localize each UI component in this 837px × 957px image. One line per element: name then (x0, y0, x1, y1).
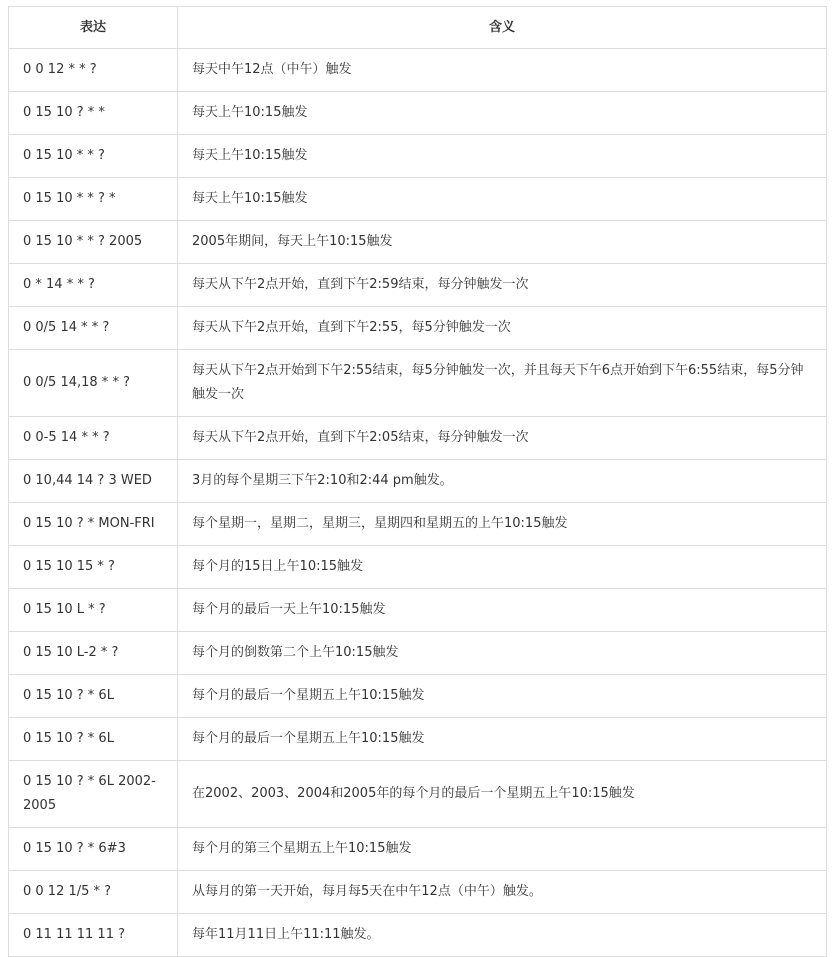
meaning-cell: 每天从下午2点开始到下午2:55结束，每5分钟触发一次，并且每天下午6点开始到下午6:55结束，每5分钟触发一次 (178, 350, 827, 417)
meaning-cell: 每个月的倒数第二个上午10:15触发 (178, 632, 827, 675)
expression-cell: 0 0 12 1/5 * ? (9, 871, 178, 914)
table-row (9, 135, 827, 178)
table-row (9, 49, 827, 92)
meaning-cell: 每个月的最后一个星期五上午10:15触发 (178, 675, 827, 718)
table-row (9, 350, 827, 417)
expression-cell: 0 10,44 14 ? 3 WED (9, 460, 178, 503)
table-row (9, 828, 827, 871)
expression-cell: 0 0/5 14,18 * * ? (9, 350, 178, 417)
table-row (9, 221, 827, 264)
table-row (9, 503, 827, 546)
meaning-cell: 在2002、2003、2004和2005年的每个月的最后一个星期五上午10:15触发 (178, 761, 827, 828)
meaning-cell: 每年11月11日上午11:11触发。 (178, 914, 827, 957)
expression-cell: 0 15 10 * * ? * (9, 178, 178, 221)
meaning-cell: 每个月的最后一个星期五上午10:15触发 (178, 718, 827, 761)
table-row (9, 761, 827, 828)
meaning-cell: 每天从下午2点开始，直到下午2:05结束，每分钟触发一次 (178, 417, 827, 460)
meaning-cell: 每天从下午2点开始，直到下午2:55，每5分钟触发一次 (178, 307, 827, 350)
expression-cell: 0 15 10 L * ? (9, 589, 178, 632)
expression-cell: 0 15 10 ? * 6#3 (9, 828, 178, 871)
table-row (9, 417, 827, 460)
meaning-cell: 每天上午10:15触发 (178, 178, 827, 221)
table-row (9, 307, 827, 350)
expression-cell: 0 15 10 * * ? 2005 (9, 221, 178, 264)
expression-cell: 0 15 10 * * ? (9, 135, 178, 178)
expression-cell: 0 15 10 ? * MON-FRI (9, 503, 178, 546)
table-header-row (9, 7, 827, 49)
table-row (9, 914, 827, 957)
expression-cell: 0 0/5 14 * * ? (9, 307, 178, 350)
cron-table-container (8, 6, 826, 957)
meaning-cell: 每天上午10:15触发 (178, 135, 827, 178)
cron-expression-table (8, 6, 827, 957)
table-row (9, 718, 827, 761)
expression-cell: 0 15 10 ? * 6L 2002-2005 (9, 761, 178, 828)
table-row (9, 546, 827, 589)
expression-cell: 0 15 10 15 * ? (9, 546, 178, 589)
table-row (9, 178, 827, 221)
expression-cell: 0 15 10 ? * 6L (9, 675, 178, 718)
meaning-cell: 每个月的15日上午10:15触发 (178, 546, 827, 589)
table-row (9, 460, 827, 503)
expression-cell: 0 15 10 ? * * (9, 92, 178, 135)
expression-cell: 0 0 12 * * ? (9, 49, 178, 92)
expression-cell: 0 11 11 11 11 ? (9, 914, 178, 957)
meaning-cell: 每天从下午2点开始，直到下午2:59结束，每分钟触发一次 (178, 264, 827, 307)
expression-cell: 0 0-5 14 * * ? (9, 417, 178, 460)
table-row (9, 92, 827, 135)
meaning-cell: 每个月的第三个星期五上午10:15触发 (178, 828, 827, 871)
table-row (9, 589, 827, 632)
meaning-cell: 每天上午10:15触发 (178, 92, 827, 135)
meaning-cell: 每天中午12点（中午）触发 (178, 49, 827, 92)
meaning-cell: 每个星期一，星期二，星期三，星期四和星期五的上午10:15触发 (178, 503, 827, 546)
expression-cell: 0 15 10 L-2 * ? (9, 632, 178, 675)
table-row (9, 632, 827, 675)
header-meaning: 含义 (178, 7, 827, 49)
expression-cell: 0 15 10 ? * 6L (9, 718, 178, 761)
table-row (9, 871, 827, 914)
table-row (9, 675, 827, 718)
header-expression: 表达 (9, 7, 178, 49)
expression-cell: 0 * 14 * * ? (9, 264, 178, 307)
meaning-cell: 2005年期间，每天上午10:15触发 (178, 221, 827, 264)
meaning-cell: 每个月的最后一天上午10:15触发 (178, 589, 827, 632)
table-row (9, 264, 827, 307)
meaning-cell: 从每月的第一天开始，每月每5天在中午12点（中午）触发。 (178, 871, 827, 914)
meaning-cell: 3月的每个星期三下午2:10和2:44 pm触发。 (178, 460, 827, 503)
